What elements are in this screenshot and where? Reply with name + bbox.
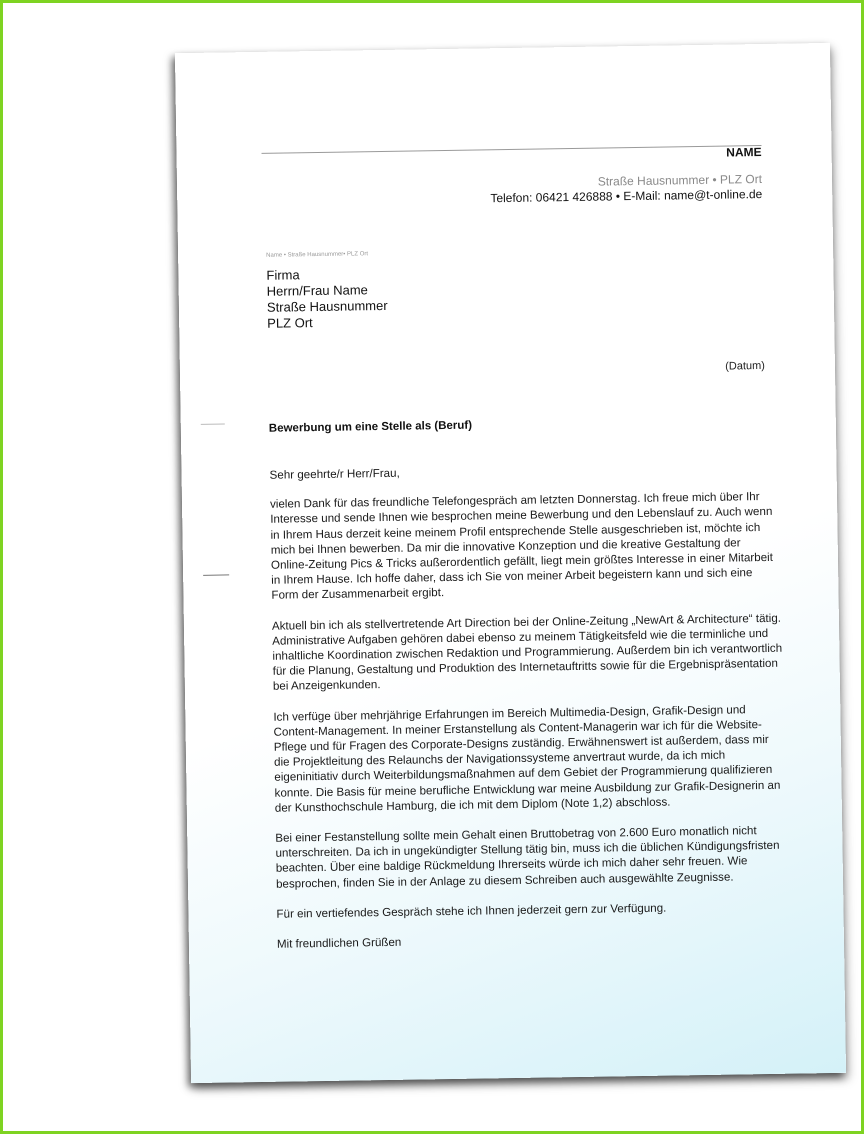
header-divider xyxy=(262,145,762,154)
letter-body xyxy=(269,460,787,967)
sender-address: Straße Hausnummer • PLZ Ort xyxy=(597,172,763,189)
body-paragraph: vielen Dank für das freundliche Telefongespräch am letzten Donnerstag. Ich freue mich über Ihr Interesse und sende Ihnen wie besprochen meine Bewerbung und den Lebenslauf zu. Auch wenn in Ihrem Haus derzeit keine meinem Profil entsprechende Stelle ausgeschrieben ist, möchte ich mich bei Ihnen bewerben. Da mir die innovative Konzeption und die kreative Gestaltung der Online-Zeitung Pics & Tricks außerordentlich gefällt, liegt mein größtes Interesse in einer Mitarbeit in Ihrem Hause. Ich hoffe daher, dass ich Sie von meiner Arbeit begeistern kann und sich eine Form der Zusammenarbeit ergibt. xyxy=(269,490,774,603)
body-paragraph: Bei einer Festanstellung sollte mein Gehalt einen Bruttobetrag von 2.600 Euro monatlich nicht unterschreiten. Da ich in ungekündigter Stellung tätig bin, muss ich die üblichen Kündigungsfristen beachten. Über eine baldige Rückmeldung Ihrerseits würde ich mich daher sehr freuen. Wie besprochen, finden Sie in der Anlage zu diesem Schreiben auch ausgewählte Zeugnisse. xyxy=(275,824,780,891)
recipient-address xyxy=(266,266,388,332)
salutation: Sehr geehrte/r Herr/Frau, xyxy=(269,466,400,482)
recipient-line: Firma xyxy=(266,267,300,283)
return-address-line: Name • Straße Hausnummer• PLZ Ort xyxy=(266,251,369,259)
recipient-line: Straße Hausnummer xyxy=(266,297,388,315)
recipient-line: Herrn/Frau Name xyxy=(266,282,368,299)
letter-subject: Bewerbung um eine Stelle als (Beruf) xyxy=(268,419,473,435)
closing: Mit freundlichen Grüßen xyxy=(276,935,402,951)
sender-contact: Telefon: 06421 426888 • E-Mail: name@t-online.de xyxy=(490,187,763,206)
recipient-line: PLZ Ort xyxy=(267,315,313,331)
letter-date: (Datum) xyxy=(725,359,766,373)
body-paragraph: Ich verfüge über mehrjährige Erfahrungen im Bereich Multimedia-Design, Grafik-Design und Content-Management. In meiner Erstanstellung als Content-Managerin war ich für die Website-Pflege und für Fragen des Corporate-Designs zuständig. Erwähnenswert ist außerdem, dass mir die Projektleitung des Relaunchs der Navigationssysteme anvertraut wurde, da ich mich eigeninitiativ durch Weiterbildungsmaßnahmen auf dem Gebiet der Programmierung qualifizieren konnte. Die Basis für meine berufliche Entwicklung war meine Ausbildung zur Grafik-Designerin an der Kunsthochschule Hamburg, die ich mit dem Diplom (Note 1,2) abschloss. xyxy=(273,702,781,815)
punch-mark xyxy=(203,574,229,575)
body-paragraph: Für ein vertiefendes Gespräch stehe ich Ihnen jederzeit gern zur Verfügung. xyxy=(276,901,667,921)
sender-name: NAME xyxy=(726,145,762,160)
body-paragraph: Aktuell bin ich als stellvertretende Art Direction bei der Online-Zeitung „NewArt & Architecture“ tätig. Administrative Aufgaben gehören dabei ebenso zu meinem Tätigkeitsfeld wie die terminliche und inhaltliche Koordination zwischen Redaktion und Programmierung. Außerdem bin ich verantwortlich für die Planung, Gestaltung und Produktion des Internetauftritts sowie für die Ergebnispräsentation bei Anzeigenkunden. xyxy=(271,611,783,694)
fold-mark xyxy=(201,423,225,424)
letter-page xyxy=(175,43,846,1083)
